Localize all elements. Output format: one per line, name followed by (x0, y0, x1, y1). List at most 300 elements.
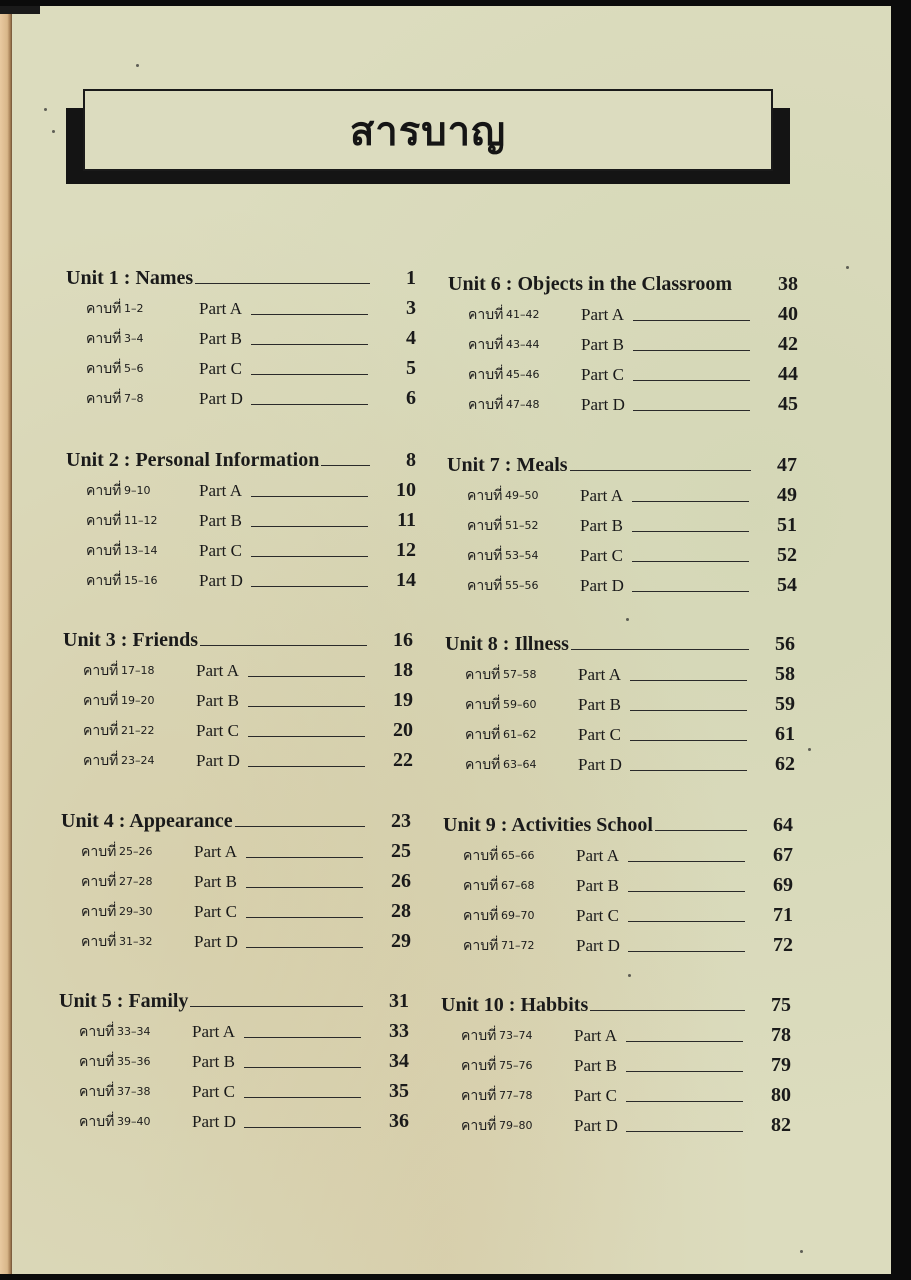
part-page-number: 71 (773, 904, 793, 926)
part-label: Part D (574, 1116, 618, 1135)
part-row[interactable] (445, 656, 795, 686)
unit-title: Unit 10 : Habbits (441, 994, 589, 1016)
leader-line (632, 560, 749, 562)
unit-title: Unit 5 : Family (59, 990, 189, 1012)
lesson-label: คาบที่ (465, 697, 501, 713)
part-label: Part D (578, 755, 622, 774)
part-page-number: 19 (393, 689, 413, 711)
lesson-label: คาบที่ (461, 1088, 497, 1104)
unit-page-number: 56 (775, 633, 795, 655)
part-label: Part A (576, 846, 619, 865)
lesson-range: 73–74 (499, 1029, 533, 1042)
unit-heading-row[interactable] (447, 447, 797, 477)
lesson-range: 7–8 (124, 392, 144, 405)
leader-line (630, 739, 747, 741)
leader-line (251, 343, 368, 345)
corner-shadow (0, 6, 40, 14)
part-label: Part B (199, 511, 242, 530)
unit-heading-row[interactable] (59, 983, 409, 1013)
part-label: Part B (194, 872, 237, 891)
unit-page-number: 75 (771, 994, 791, 1016)
part-row[interactable] (441, 1077, 791, 1107)
part-label: Part A (192, 1022, 235, 1041)
part-label: Part A (194, 842, 237, 861)
leader-line (251, 495, 368, 497)
part-label: Part A (574, 1026, 617, 1045)
unit-title: Unit 3 : Friends (63, 629, 198, 651)
lesson-range: 59–60 (503, 698, 537, 711)
part-row[interactable] (443, 897, 793, 927)
part-row[interactable] (443, 927, 793, 957)
lesson-range: 21–22 (121, 724, 155, 737)
part-label: Part D (576, 936, 620, 955)
lesson-label: คาบที่ (465, 667, 501, 683)
leader-line (244, 1096, 361, 1098)
lesson-range: 33–34 (117, 1025, 151, 1038)
part-page-number: 28 (391, 900, 411, 922)
part-label: Part A (199, 299, 242, 318)
leader-line (633, 409, 750, 411)
book-spine-edge (0, 6, 12, 1274)
part-page-number: 36 (389, 1110, 409, 1132)
lesson-range: 31–32 (119, 935, 153, 948)
unit-heading-row[interactable] (66, 442, 416, 472)
lesson-range: 35–36 (117, 1055, 151, 1068)
lesson-label: คาบที่ (86, 513, 122, 529)
part-page-number: 26 (391, 870, 411, 892)
part-row[interactable] (443, 867, 793, 897)
part-page-number: 33 (389, 1020, 409, 1042)
leader-line (321, 464, 370, 466)
part-label: Part C (199, 541, 242, 560)
part-page-number: 62 (775, 753, 795, 775)
part-row[interactable] (447, 567, 797, 597)
part-page-number: 25 (391, 840, 411, 862)
part-label: Part B (578, 695, 621, 714)
lesson-label: คาบที่ (79, 1054, 115, 1070)
unit-heading-row[interactable] (441, 987, 791, 1017)
lesson-label: คาบที่ (83, 693, 119, 709)
part-label: Part A (196, 661, 239, 680)
lesson-range: 29–30 (119, 905, 153, 918)
part-row[interactable] (61, 833, 411, 863)
part-label: Part B (574, 1056, 617, 1075)
part-row[interactable] (61, 863, 411, 893)
lesson-range: 1–2 (124, 302, 144, 315)
lesson-label: คาบที่ (468, 367, 504, 383)
part-row[interactable] (441, 1107, 791, 1137)
leader-line (248, 675, 365, 677)
paper-speck (800, 1250, 803, 1253)
lesson-label: คาบที่ (463, 848, 499, 864)
toc-unit-4 (61, 803, 411, 953)
part-row[interactable] (59, 1043, 409, 1073)
part-row[interactable] (448, 386, 798, 416)
leader-line (570, 469, 751, 471)
lesson-range: 67–68 (501, 879, 535, 892)
part-page-number: 58 (775, 663, 795, 685)
unit-title: Unit 8 : Illness (445, 633, 569, 655)
unit-title: Unit 9 : Activities School (443, 814, 653, 836)
part-row[interactable] (63, 712, 413, 742)
paper-speck (628, 974, 631, 977)
leader-line (628, 920, 745, 922)
part-row[interactable] (63, 682, 413, 712)
part-label: Part D (581, 395, 625, 414)
part-label: Part C (192, 1082, 235, 1101)
part-page-number: 11 (397, 509, 416, 531)
lesson-range: 49–50 (505, 489, 539, 502)
lesson-range: 37–38 (117, 1085, 151, 1098)
part-page-number: 69 (773, 874, 793, 896)
part-label: Part D (196, 751, 240, 770)
lesson-label: คาบที่ (467, 578, 503, 594)
lesson-range: 43–44 (506, 338, 540, 351)
part-page-number: 35 (389, 1080, 409, 1102)
part-label: Part A (581, 305, 624, 324)
lesson-label: คาบที่ (468, 337, 504, 353)
part-label: Part C (578, 725, 621, 744)
part-row[interactable] (66, 472, 416, 502)
leader-line (251, 525, 368, 527)
part-page-number: 20 (393, 719, 413, 741)
lesson-range: 27–28 (119, 875, 153, 888)
part-page-number: 82 (771, 1114, 791, 1136)
unit-heading-row[interactable] (443, 807, 793, 837)
lesson-range: 77–78 (499, 1089, 533, 1102)
lesson-range: 47–48 (506, 398, 540, 411)
leader-line (235, 825, 365, 827)
part-label: Part C (199, 359, 242, 378)
unit-heading-row[interactable] (445, 626, 795, 656)
part-label: Part D (199, 571, 243, 590)
part-page-number: 18 (393, 659, 413, 681)
lesson-label: คาบที่ (465, 727, 501, 743)
leader-line (190, 1005, 363, 1007)
part-row[interactable] (59, 1013, 409, 1043)
toc-unit-7 (447, 447, 797, 597)
part-page-number: 61 (775, 723, 795, 745)
leader-line (251, 555, 368, 557)
leader-line (590, 1009, 745, 1011)
part-row[interactable] (66, 562, 416, 592)
part-label: Part B (192, 1052, 235, 1071)
unit-title: Unit 1 : Names (66, 267, 194, 289)
title-box (83, 89, 773, 171)
lesson-range: 25–26 (119, 845, 153, 858)
leader-line (626, 1040, 743, 1042)
lesson-label: คาบที่ (467, 518, 503, 534)
lesson-range: 15–16 (124, 574, 158, 587)
part-row[interactable] (63, 652, 413, 682)
part-row[interactable] (63, 742, 413, 772)
unit-page-number: 8 (406, 449, 416, 471)
lesson-label: คาบที่ (461, 1118, 497, 1134)
leader-line (248, 705, 365, 707)
lesson-label: คาบที่ (461, 1058, 497, 1074)
part-page-number: 42 (778, 333, 798, 355)
paper-speck (136, 64, 139, 67)
paper-speck (808, 748, 811, 751)
lesson-range: 51–52 (505, 519, 539, 532)
part-row[interactable] (66, 350, 416, 380)
part-row[interactable] (447, 537, 797, 567)
part-label: Part B (196, 691, 239, 710)
leader-line (628, 890, 745, 892)
lesson-range: 13–14 (124, 544, 158, 557)
unit-page-number: 47 (777, 454, 797, 476)
part-row[interactable] (445, 746, 795, 776)
unit-title: Unit 2 : Personal Information (66, 449, 320, 471)
lesson-label: คาบที่ (467, 488, 503, 504)
lesson-range: 9–10 (124, 484, 151, 497)
unit-page-number: 64 (773, 814, 793, 836)
lesson-label: คาบที่ (468, 397, 504, 413)
part-label: Part D (199, 389, 243, 408)
part-label: Part B (199, 329, 242, 348)
part-row[interactable] (445, 716, 795, 746)
part-page-number: 51 (777, 514, 797, 536)
toc-unit-1 (66, 260, 416, 410)
unit-title: Unit 7 : Meals (447, 454, 568, 476)
lesson-label: คาบที่ (463, 908, 499, 924)
lesson-label: คาบที่ (86, 361, 122, 377)
part-label: Part C (580, 546, 623, 565)
lesson-label: คาบที่ (81, 874, 117, 890)
unit-heading-row[interactable] (448, 266, 798, 296)
leader-line (626, 1130, 743, 1132)
leader-line (195, 282, 370, 284)
lesson-label: คาบที่ (83, 723, 119, 739)
toc-unit-8 (445, 626, 795, 776)
paper-speck (626, 618, 629, 621)
lesson-label: คาบที่ (467, 548, 503, 564)
lesson-label: คาบที่ (86, 331, 122, 347)
part-row[interactable] (447, 477, 797, 507)
part-row[interactable] (447, 507, 797, 537)
part-page-number: 22 (393, 749, 413, 771)
part-page-number: 3 (406, 297, 416, 319)
leader-line (633, 349, 750, 351)
lesson-label: คาบที่ (83, 753, 119, 769)
leader-line (246, 856, 363, 858)
leader-line (626, 1070, 743, 1072)
part-row[interactable] (66, 290, 416, 320)
lesson-label: คาบที่ (79, 1114, 115, 1130)
part-page-number: 29 (391, 930, 411, 952)
unit-page-number: 23 (391, 810, 411, 832)
leader-line (251, 313, 368, 315)
part-row[interactable] (59, 1103, 409, 1133)
lesson-range: 45–46 (506, 368, 540, 381)
unit-title: Unit 6 : Objects in the Classroom (448, 273, 733, 295)
title-banner (66, 89, 790, 186)
unit-heading-row[interactable] (61, 803, 411, 833)
lesson-range: 5–6 (124, 362, 144, 375)
unit-heading-row[interactable] (66, 260, 416, 290)
part-row[interactable] (61, 893, 411, 923)
part-row[interactable] (441, 1017, 791, 1047)
part-page-number: 14 (396, 569, 416, 591)
part-label: Part A (578, 665, 621, 684)
lesson-range: 11–12 (124, 514, 158, 527)
part-page-number: 52 (777, 544, 797, 566)
part-label: Part C (194, 902, 237, 921)
lesson-label: คาบที่ (86, 301, 122, 317)
part-row[interactable] (443, 837, 793, 867)
part-row[interactable] (448, 326, 798, 356)
unit-page-number: 1 (406, 267, 416, 289)
part-page-number: 78 (771, 1024, 791, 1046)
leader-line (200, 644, 367, 646)
lesson-label: คาบที่ (81, 904, 117, 920)
leader-line (632, 590, 749, 592)
leader-line (244, 1066, 361, 1068)
lesson-label: คาบที่ (86, 391, 122, 407)
toc-unit-6 (448, 266, 798, 416)
part-page-number: 54 (777, 574, 797, 596)
lesson-range: 17–18 (121, 664, 155, 677)
lesson-range: 65–66 (501, 849, 535, 862)
page-title: สารบาญ (349, 109, 507, 155)
toc-unit-2 (66, 442, 416, 592)
lesson-range: 3–4 (124, 332, 144, 345)
lesson-label: คาบที่ (81, 844, 117, 860)
part-label: Part B (580, 516, 623, 535)
leader-line (251, 373, 368, 375)
part-page-number: 12 (396, 539, 416, 561)
part-page-number: 10 (396, 479, 416, 501)
part-page-number: 59 (775, 693, 795, 715)
lesson-range: 63–64 (503, 758, 537, 771)
unit-page-number: 16 (393, 629, 413, 651)
lesson-label: คาบที่ (79, 1084, 115, 1100)
toc-unit-9 (443, 807, 793, 957)
part-page-number: 4 (406, 327, 416, 349)
leader-line (630, 679, 747, 681)
leader-space (734, 289, 752, 290)
lesson-label: คาบที่ (83, 663, 119, 679)
leader-line (632, 500, 749, 502)
leader-line (633, 379, 750, 381)
part-row[interactable] (441, 1047, 791, 1077)
lesson-range: 69–70 (501, 909, 535, 922)
lesson-label: คาบที่ (463, 878, 499, 894)
unit-heading-row[interactable] (63, 622, 413, 652)
toc-unit-10 (441, 987, 791, 1137)
unit-title: Unit 4 : Appearance (61, 810, 233, 832)
leader-line (251, 403, 368, 405)
leader-line (633, 319, 750, 321)
unit-page-number: 31 (389, 990, 409, 1012)
part-row[interactable] (445, 686, 795, 716)
lesson-range: 57–58 (503, 668, 537, 681)
part-page-number: 34 (389, 1050, 409, 1072)
lesson-range: 79–80 (499, 1119, 533, 1132)
leader-line (628, 950, 745, 952)
lesson-label: คาบที่ (79, 1024, 115, 1040)
lesson-range: 55–56 (505, 579, 539, 592)
part-label: Part A (199, 481, 242, 500)
part-page-number: 67 (773, 844, 793, 866)
leader-line (251, 585, 368, 587)
part-page-number: 5 (406, 357, 416, 379)
part-label: Part D (192, 1112, 236, 1131)
toc-unit-3 (63, 622, 413, 772)
paper-speck (44, 108, 47, 111)
paper-speck (846, 266, 849, 269)
leader-line (626, 1100, 743, 1102)
part-label: Part D (194, 932, 238, 951)
part-label: Part B (576, 876, 619, 895)
part-row[interactable] (66, 502, 416, 532)
part-label: Part C (576, 906, 619, 925)
lesson-label: คาบที่ (86, 573, 122, 589)
leader-line (246, 886, 363, 888)
unit-page-number: 38 (778, 273, 798, 295)
lesson-range: 19–20 (121, 694, 155, 707)
part-page-number: 6 (406, 387, 416, 409)
part-row[interactable] (66, 320, 416, 350)
part-label: Part C (581, 365, 624, 384)
lesson-label: คาบที่ (81, 934, 117, 950)
lesson-range: 61–62 (503, 728, 537, 741)
leader-line (571, 648, 749, 650)
lesson-label: คาบที่ (86, 543, 122, 559)
paper-speck (52, 130, 55, 133)
leader-line (246, 946, 363, 948)
part-label: Part D (580, 576, 624, 595)
leader-line (246, 916, 363, 918)
part-page-number: 45 (778, 393, 798, 415)
part-row[interactable] (61, 923, 411, 953)
part-label: Part C (574, 1086, 617, 1105)
part-page-number: 49 (777, 484, 797, 506)
part-page-number: 80 (771, 1084, 791, 1106)
leader-line (248, 765, 365, 767)
part-label: Part C (196, 721, 239, 740)
part-row[interactable] (66, 532, 416, 562)
part-page-number: 79 (771, 1054, 791, 1076)
paper-sheet (0, 6, 891, 1274)
lesson-label: คาบที่ (463, 938, 499, 954)
lesson-range: 53–54 (505, 549, 539, 562)
part-label: Part B (581, 335, 624, 354)
leader-line (630, 769, 747, 771)
toc-unit-5 (59, 983, 409, 1133)
leader-line (628, 860, 745, 862)
part-row[interactable] (59, 1073, 409, 1103)
part-page-number: 72 (773, 934, 793, 956)
lesson-label: คาบที่ (86, 483, 122, 499)
lesson-label: คาบที่ (461, 1028, 497, 1044)
part-row[interactable] (448, 356, 798, 386)
part-label: Part A (580, 486, 623, 505)
leader-line (244, 1126, 361, 1128)
lesson-label: คาบที่ (468, 307, 504, 323)
part-row[interactable] (448, 296, 798, 326)
leader-line (248, 735, 365, 737)
lesson-label: คาบที่ (465, 757, 501, 773)
leader-line (632, 530, 749, 532)
part-page-number: 40 (778, 303, 798, 325)
lesson-range: 71–72 (501, 939, 535, 952)
leader-line (655, 829, 747, 831)
part-page-number: 44 (778, 363, 798, 385)
part-row[interactable] (66, 380, 416, 410)
lesson-range: 23–24 (121, 754, 155, 767)
leader-line (244, 1036, 361, 1038)
